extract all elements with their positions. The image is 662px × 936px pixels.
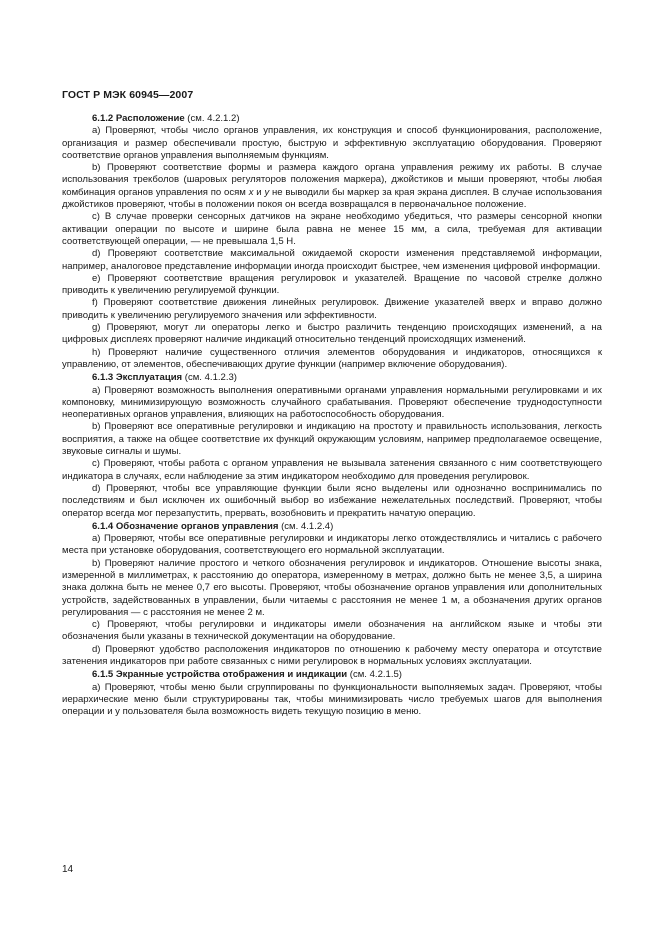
paragraph <box>62 162 602 211</box>
paragraph: a) Проверяют, чтобы число органов управления, их конструкция и способ функционирования, расположение, организация и размер обеспечивали простую, быструю и эффективную эксплуатацию оборудования. Проверяют соответствие органов управления выполняемым функциям. <box>62 125 602 161</box>
section-heading-6-1-3 <box>62 372 602 384</box>
section-title: 6.1.5 Экранные устройства отображения и индикации <box>92 669 348 681</box>
paragraph: e) Проверяют соответствие вращения регулировок и указателей. Вращение по часовой стрелке должно приводить к увеличению регулируемой функции. <box>62 272 602 297</box>
paragraph: a) Проверяют, чтобы все оперативные регулировки и индикаторы легко отождествлялись и читались с рабочего места при установке оборудования, соответствующего его нормальной эксплуатации. <box>62 533 602 557</box>
section-title: 6.1.4 Обозначение органов управления <box>92 520 279 532</box>
paragraph: b) Проверяют наличие простого и четкого обозначения регулировок и индикаторов. Отношение высоты знака, измеренной в миллиметрах, к расстоянию до оператора, измеренному в метрах, должно быть не менее 3,5, а ширина знака должна быть не менее 0,7 его высоты. Проверяют, чтобы обозначение органов управления или дополнительных устройств, задействованных в управлении, были читаемы с расстояния не менее 1 м, а обозначения других органов регулирования — с расстояния не менее 2 м. <box>62 557 602 618</box>
text-run: и <box>253 186 265 198</box>
paragraph: a) Проверяют возможность выполнения оперативными органами управления нормальными регулировками и их компоновку, минимизирующую возможность случайного срабатывания. Проверяют обеспечение труднодоступности неоперативных органов управления, влияющих на работоспособность оборудования. <box>62 384 602 421</box>
axis-y: y <box>264 186 270 198</box>
section-ref: (см. 4.1.2.3) <box>182 372 237 384</box>
document-body <box>62 112 602 719</box>
paragraph: b) Проверяют все оперативные регулировки и индикацию на простоту и правильность использования, легкость восприятия, а также на общее соответствие их функций окружающим условиям, например предполагаемое освещение, звуковые сигналы и шумы. <box>62 421 602 458</box>
paragraph: g) Проверяют, могут ли операторы легко и быстро различить тенденцию происходящих изменений, а на цифровых дисплеях проверяют наличие индикаций относительно тенденций происходящих изменений. <box>62 322 602 346</box>
paragraph: h) Проверяют наличие существенного отличия элементов оборудования и индикаторов, относящихся к управлению, от элементов, обеспечивающих другие функции (например включение оборудования). <box>62 346 602 370</box>
page-number: 14 <box>62 864 74 875</box>
paragraph: c) Проверяют, чтобы работа с органом управления не вызывала затенения связанного с ним соответствующего индикатора в случаях, если наблюдение за этим индикатором необходимо для проведения регулировок. <box>62 458 602 482</box>
paragraph: d) Проверяют удобство расположения индикаторов по отношению к рабочему месту оператора и отсутствие затенения индикаторов при работе связанных с ними регулировок в нормальных условиях эксплуатации. <box>62 643 602 668</box>
section-heading-6-1-2 <box>62 113 602 125</box>
paragraph: d) Проверяют соответствие максимальной ожидаемой скорости изменения представляемой информации, например, аналоговое представление информации иногда происходит быстрее, чем изменения цифровой информации. <box>62 248 602 272</box>
section-ref: (см. 4.2.1.2) <box>184 113 240 124</box>
text-run: не выводили бы маркер за края экрана дисплея. В случае использования джойстиков проверяют, чтобы в положении покоя он всегда возвращался в первоначальное положение. <box>62 186 603 211</box>
section-heading-6-1-5 <box>62 669 602 681</box>
section-ref: (см. 4.1.2.4) <box>278 520 334 532</box>
section-title: 6.1.2 Расположение <box>92 113 185 124</box>
paragraph: c) Проверяют, чтобы регулировки и индикаторы имели обозначения на английском языке и чтобы эти обозначения были указаны в технической документации на оборудование. <box>62 619 602 643</box>
axis-x: x <box>248 186 254 198</box>
paragraph: f) Проверяют соответствие движения линейных регулировок. Движение указателей вверх и вправо должно приводить к увеличению регулируемого значения или эффективности. <box>62 297 602 321</box>
section-ref: (см. 4.2.1.5) <box>347 669 402 681</box>
paragraph: a) Проверяют, чтобы меню были сгруппированы по функциональности выполняемых задач. Проверяют, чтобы иерархические меню были структурированы так, чтобы минимизировать число требуемых шагов для выполнения операции и у пользователя была возможность видеть текущую позицию в меню. <box>62 681 602 718</box>
section-title: 6.1.3 Эксплуатация <box>92 372 183 384</box>
paragraph: c) В случае проверки сенсорных датчиков на экране необходимо убедиться, что размеры сенсорной кнопки активации операции по высоте и ширине была равна не менее 15 мм, а сила, требуемая для активации соответствующей операции, — не превышала 1,5 Н. <box>62 211 602 247</box>
text-run: b) Проверяют соответствие формы и размера каждого органа управления режиму их работы. В случае использования трекболов (шаровых регуляторов положения маркера), джойстиков и мыши проверяют, чтобы любая комбинация органов управления по осям <box>62 162 602 198</box>
section-heading-6-1-4 <box>62 521 602 533</box>
paragraph: d) Проверяют, чтобы все управляющие функции были ясно выделены или однозначно воспринимались по последствиям и был исключен их ошибочный выбор во избежание нежелательных последствий. Проверяют, чтобы оператор всегда мог перезапустить, прервать, возобновить и прекратить начатую операцию. <box>62 482 602 519</box>
document-header: ГОСТ Р МЭК 60945—2007 <box>62 89 194 101</box>
